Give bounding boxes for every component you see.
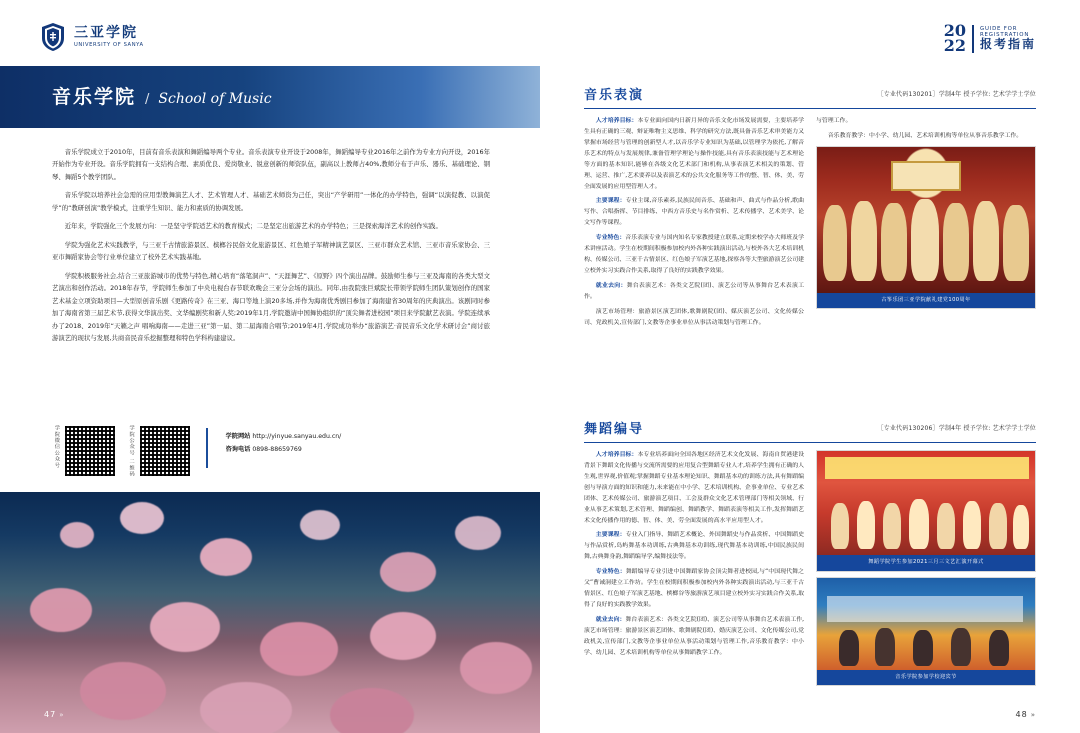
section-right-column (816, 450, 1036, 691)
para-label: 主要课程： (595, 198, 626, 205)
guide-mark (943, 21, 1036, 55)
page-number-right-value: 48 (1015, 710, 1028, 719)
paragraph (584, 116, 804, 192)
guide-year-top: 20 (943, 21, 966, 40)
para-text: 本专业面向国内日新月异的音乐文化市场发展需要，主要培养学生具有正确的三观、辩证唯物主义思维、科学的研究方法,既具备音乐艺术审美能力又掌握市场经营与管理的创新型人才,以音乐学专业知识为基础,以管理学为依托,了解音乐艺术的特点与发展规律,兼备管理学理论与操作技能,具有音乐表演技能与艺术理论等方面的基本知识,能够在各级文化艺术部门和机构,从事表演艺术相关的策划、管理、运营、推广,艺术要养以及表演艺术的公共文化服务等工作的整、智、体、美、劳全面发展的应用型管理人才。 (584, 118, 805, 190)
paragraph: 学院积极服务社会,结合三亚旅游城市的优势与特色,精心培育“落笔洞声”、“天涯舞艺”、《原野》四个演出品牌。鼓励师生参与三亚及海南的各类大型文艺演出和创作活动。2018年春节，学院师生参加了中央电视台春节联欢晚会三亚分会场的演出。同年,由我院张巨斌院长带领学院师生团队策划创作的国家艺术基金立项资助项目—大型原创音乐剧《更路传奇》在三亚、海口等地上演20多场,并作为海南优秀剧目参加了海南建省30周年的庆典演出。该剧同时参加了海南省第三届艺术节,获得文华演出奖、文华编剧奖和新人奖;2019年1月,学院邀请中国舞协组织的“顶尖舞者进校园”项目来学院献艺表演。学院连续承办了2018、2019年“天籁之声 唱响海南——走进三亚”第一届、第二届海南合唱节;2019年4月,学院成功举办“旅游演艺·音民音乐文化学术研讨会”商讨旅游演艺的现状与发展,共商音民音乐挖掘整理和特色学科构建建议。 (52, 271, 490, 343)
guide-cn-label: 报考指南 (979, 37, 1036, 52)
website-line (226, 430, 342, 443)
qr-label-2: 学院公众号 二维码 (128, 425, 135, 478)
logo-name-cn: 三亚学院 (74, 24, 138, 41)
phone-label: 咨询电话 (225, 446, 251, 454)
paragraph (584, 196, 804, 229)
chevron-right-icon: » (1030, 710, 1036, 719)
section-left-column (584, 450, 804, 691)
guide-divider (972, 25, 974, 53)
dance-photo-2-image (817, 578, 1035, 670)
section-left-column (584, 116, 804, 333)
paragraph (584, 450, 804, 526)
photo-caption: 舞蹈学院学生参加2021三月三文艺汇演开幕式 (817, 555, 1035, 571)
phone-line (226, 443, 342, 456)
paragraph (584, 530, 804, 563)
university-logo (40, 22, 144, 52)
page-number-left-value: 47 (44, 710, 57, 719)
qr-label-1: 学院微信公众号 (53, 425, 60, 469)
section-right-column (816, 116, 1036, 333)
title-separator: / (145, 92, 150, 107)
section-rule (584, 442, 1036, 443)
chevron-right-icon: » (59, 710, 65, 719)
logo-text (74, 26, 144, 48)
section-meta: ［专业代码130206］学制4年 授予学位: 艺术学学士学位 (877, 425, 1036, 432)
contact-divider (206, 428, 208, 468)
para-text: 舞蹈编导专业引进中国舞蹈家协会顶尖舞者进校园,与“中国现代舞之父”曹诫洞建立工作坊。学生在校期间积极参加校内外各种实践演出活动,与三亚千古情景区、红色娘子军演艺基地、槟榔谷等旅游演艺项目建立校外实习实践合作关系,取得了良好的实践教学效果。 (584, 569, 804, 608)
guide-year-bottom: 22 (943, 35, 966, 55)
guide-en-line1: GUIDE FOR (979, 25, 1018, 32)
guide-year (943, 21, 966, 55)
contact-lines (226, 430, 342, 456)
paragraph (584, 567, 804, 611)
dance-photo-1-image (817, 451, 1035, 555)
para-label: 人才培养目标： (595, 452, 638, 458)
guide-text (980, 26, 1036, 52)
paragraph (584, 281, 804, 303)
phone-value: 0898-88659769 (252, 446, 302, 454)
dance-photo-2 (816, 577, 1036, 687)
para-label: 专业特色： (595, 569, 626, 576)
qr-item-1 (52, 424, 117, 478)
para-label: 主要课程： (595, 532, 626, 539)
photo-caption: 古筝乐团三亚学院献礼建党100周年 (817, 293, 1035, 309)
paragraph (584, 615, 804, 659)
para-label: 就业去向： (595, 616, 626, 623)
campus-blossom-photo (0, 492, 540, 733)
college-description (52, 146, 490, 351)
para-text: 本专业培养面向全国各地区经济艺术文化发展、海南自贸港建设背景下舞蹈文化传播与交流所需要的应用复合型舞蹈专业人才,培养学生拥有正确的人生观,世界观,价值观;掌握舞蹈专业基本理论知识、舞蹈基本功的训练方法,具有舞蹈编创与导演方面的知识和能力,未来能在中小学、艺术培训机构、企事业单位、专业艺术团体、艺术传媒公司、旅游演艺项目、工会及群众文化艺术管理部门等相关领域、行业从事艺术策划,艺术管理、舞蹈编创、舞蹈教学、舞蹈表演等相关工作,发挥舞蹈艺术文化传播作用的德、智、体、美、劳全面发展的高水平应用型人才。 (584, 452, 805, 524)
para-text: 舞台表演艺术：各类文艺院(团)、演艺公司等从事舞台艺术表演工作,演艺市场管理：旅游景区演艺团体、歌舞剧院(团)、婚庆演艺公司、文化传媒公司,党政机关,宣传部门,文教等企事业单位从事活动策划与管理工作,音乐教育教学：中小学、幼儿园、艺术培训机构等单位从事舞蹈教学工作。 (584, 616, 805, 656)
section-rule (584, 108, 1036, 109)
para-label: 专业特色： (595, 235, 626, 242)
section-music-performance (584, 84, 1036, 333)
section-dance-choreography (584, 418, 1036, 691)
qr-item-2 (127, 424, 192, 478)
music-photo-image (817, 147, 1035, 293)
section-title: 音乐表演 (584, 88, 645, 103)
dance-photo-1 (816, 450, 1036, 572)
paragraph (584, 233, 804, 277)
qr-code-1 (63, 424, 117, 478)
para-text: 演艺市场管理：旅游景区演艺团体,歌舞剧院(团)、媒庆演艺公司、文化传媒公司、党政机关,宣传部门,文教等企事业单位从事活动策划与管理工作。 (584, 308, 804, 326)
paragraph: 学院为强化艺术实践教学，与三亚千古情旅游景区、槟榔谷民俗文化旅游景区、红色娘子军精神演艺景区、三亚市群众艺术馆、三亚市音乐家协会、三亚市舞蹈家协会等行业单位建立了校外艺术实践基地。 (52, 240, 490, 262)
college-title-en: School of Music (158, 91, 272, 107)
photo-caption: 音乐学院参加学校迎宾节 (817, 670, 1035, 686)
para-text: 专业主课,音乐素养,民族民间音乐、基础和声、曲式与作品分析,歌曲写作、合唱指挥、节目排练、中西方音乐史与名作赏析、艺术传播学、艺术美学、论文写作等课程。 (584, 198, 805, 227)
website-label: 学院网站 (225, 433, 251, 440)
para-label: 人才培养目标： (595, 118, 638, 124)
guide-en-line2: REGISTRATION (979, 31, 1030, 38)
paragraph (816, 131, 1036, 142)
contact-block (52, 424, 492, 478)
website-value[interactable]: http://yinyue.sanyau.edu.cn/ (252, 433, 342, 440)
para-text: 音乐教育教学：中小学、幼儿园、艺术培训机构等单位从事音乐教学工作。 (827, 132, 1023, 139)
section-meta: ［专业代码130201］学制4年 授予学位: 艺术学学士学位 (877, 91, 1036, 98)
right-page (540, 0, 1080, 733)
para-text: 音乐表演专业与国内知名专家教授建立联系,定期来校学办大师班及学术讲座活动。学生在校期间积极参加校内外各种实践演出活动,与校外各大艺术培训机构、传媒公司、三亚千古情景区、红色娘子军演艺基地,探察各等大型旅游演艺公司建立校外实习实践合作关系,取得了良好的实践教学效果。 (584, 235, 805, 274)
paragraph (584, 307, 804, 329)
paragraph: 音乐学院以培养社会急需的应用型教舞演艺人才、艺术管理人才、基础艺术师资为己任，突出“产学研用”一体化的办学特色，强调“以演促教、以演促学”的“教研创演”教学模式，注重学生知识、能力和素质的协调发展。 (52, 191, 490, 212)
logo-name-en: UNIVERSITY OF SANYA (74, 41, 144, 48)
paragraph: 与管理工作。 (816, 118, 852, 124)
para-text: 舞台表演艺术：各类文艺院(团)、演艺公司等从事舞台艺术表演工作。 (584, 282, 804, 300)
paragraph: 近年来，学院强化三个发展方向：一是坚守学院适艺术的教育模式；二是坚定出旅游艺术的办学特色；三是探索海洋艺术的创作实践。 (64, 222, 442, 231)
para-label: 就业去向： (595, 282, 627, 289)
page-number-right (1016, 710, 1036, 719)
college-banner (0, 66, 540, 128)
shield-icon (40, 22, 66, 52)
section-title: 舞蹈编导 (584, 422, 645, 437)
music-photo (816, 146, 1036, 310)
para-text: 专业入门指导、舞蹈艺术概论、外国舞蹈史与作品赏析、中国舞蹈史与作品赏析,岛屿舞基本功训练,古典舞基本功训练,现代舞基本功训练,中国民族民间舞,古典舞身韵,舞蹈编导学,编舞技法等。 (584, 532, 805, 561)
paragraph: 音乐学院成立于2010年，目前有音乐表演和舞蹈编导两个专业。音乐表演专业开设于2008年，舞蹈编导专业2016年之前作为专业方向开设，2016年开始作为专业开设。音乐学院拥有一支结构合理、素质优良、爱岗敬业、锐意创新的师资队伍，副高以上教师占40%,教师分布于声乐、器乐、基础理论、钢琴、舞蹈5个教学团队。 (52, 148, 491, 181)
qr-code-2 (138, 424, 192, 478)
page-number-left (44, 710, 64, 719)
college-title-cn: 音乐学院 (52, 86, 137, 108)
